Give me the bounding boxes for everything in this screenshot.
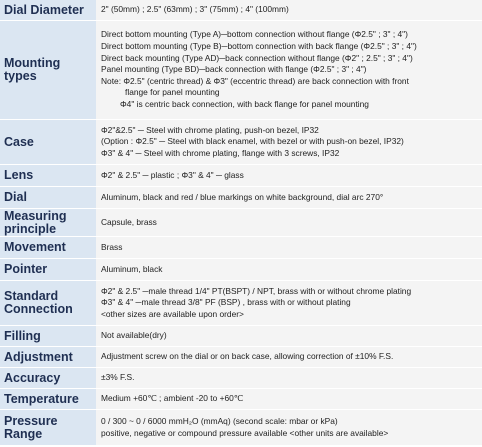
- row-label-accuracy: Accuracy: [0, 368, 96, 389]
- value-line: Φ2"&2.5" ─ Steel with chrome plating, push-on bezel, IP32: [101, 124, 319, 135]
- value-line: Φ4" is centric back connection, with back flange for panel mounting: [120, 98, 369, 109]
- row-value-dial-diameter: [96, 0, 482, 21]
- row-label-movement: Movement: [0, 237, 96, 259]
- value-line: Not available(dry): [101, 330, 167, 341]
- row-label-pressure-range: Pressure Range: [0, 410, 96, 446]
- row-label-filling: Filling: [0, 326, 96, 347]
- row-value-case: [96, 120, 482, 165]
- value-line: positive, negative or compound pressure available <other units are available>: [101, 427, 389, 438]
- row-value-adjustment: [96, 347, 482, 368]
- value-line: Panel mounting (Type BD)─back connection with flange (Φ2.5" ; 3" ; 4"): [101, 64, 367, 75]
- value-line: Direct bottom mounting (Type B)─bottom connection with back flange (Φ2.5" ; 3" ; 4"): [101, 41, 417, 52]
- row-label-pointer: Pointer: [0, 259, 96, 281]
- value-line: ±3% F.S.: [101, 372, 135, 383]
- row-label-mounting-types: Mounting types: [0, 21, 96, 120]
- row-label-measuring-principle: Measuring principle: [0, 209, 96, 237]
- value-line: Φ2" & 2.5" ─male thread 1/4" PT(BSPT) / NPT, brass with or without chrome plating: [101, 285, 412, 296]
- row-value-mounting-types: [96, 21, 482, 120]
- row-value-temperature: [96, 389, 482, 410]
- value-line: Φ2" & 2.5" ─ plastic ; Φ3" & 4" ─ glass: [101, 169, 244, 180]
- value-line: (Option : Φ2.5" ─ Steel with black enamel, with bezel or with push-on bezel, IP32): [101, 136, 404, 147]
- value-line: Brass: [101, 241, 123, 252]
- row-value-movement: [96, 237, 482, 259]
- row-label-adjustment: Adjustment: [0, 347, 96, 368]
- value-line: Aluminum, black: [101, 263, 163, 274]
- row-label-case: Case: [0, 120, 96, 165]
- row-label-dial-diameter: Dial Diameter: [0, 0, 96, 21]
- row-label-temperature: Temperature: [0, 389, 96, 410]
- row-value-lens: [96, 165, 482, 187]
- value-line: Aluminum, black and red / blue markings on white background, dial arc 270°: [101, 191, 384, 202]
- value-line: Φ3" & 4" ─male thread 3/8" PF (BSP) , brass with or without plating: [101, 297, 351, 308]
- row-label-dial: Dial: [0, 187, 96, 209]
- value-line: 0 / 300 ~ 0 / 6000 mmH₂O (mmAq) (second scale: mbar or kPa): [101, 415, 338, 426]
- row-label-lens: Lens: [0, 165, 96, 187]
- row-value-measuring-principle: [96, 209, 482, 237]
- row-label-standard-connection: Standard Connection: [0, 281, 96, 326]
- row-value-filling: [96, 326, 482, 347]
- value-line: Adjustment screw on the dial or on back case, allowing correction of ±10% F.S.: [101, 351, 394, 362]
- value-line: Direct bottom mounting (Type A)─bottom connection without flange (Φ2.5" ; 3" ; 4"): [101, 29, 408, 40]
- value-line: <other sizes are available upon order>: [101, 308, 244, 319]
- value-line: 2" (50mm) ; 2.5" (63mm) ; 3" (75mm) ; 4" (100mm): [101, 4, 289, 15]
- row-value-standard-connection: [96, 281, 482, 326]
- value-line: Φ3" & 4" ─ Steel with chrome plating, flange with 3 screws, IP32: [101, 147, 340, 158]
- row-value-pointer: [96, 259, 482, 281]
- value-line: flange for panel mounting: [125, 87, 220, 98]
- row-value-accuracy: [96, 368, 482, 389]
- row-value-pressure-range: [96, 410, 482, 446]
- value-line: Medium +60℃ ; ambient -20 to +60℃: [101, 393, 244, 404]
- row-value-dial: [96, 187, 482, 209]
- value-line: Direct back mounting (Type AD)─back connection without flange (Φ2" ; 2.5" ; 3" ; 4"): [101, 52, 413, 63]
- value-line: Note: Φ2.5" (centric thread) & Φ3" (eccentric thread) are back connection with front: [101, 75, 409, 86]
- value-line: Capsule, brass: [101, 216, 157, 227]
